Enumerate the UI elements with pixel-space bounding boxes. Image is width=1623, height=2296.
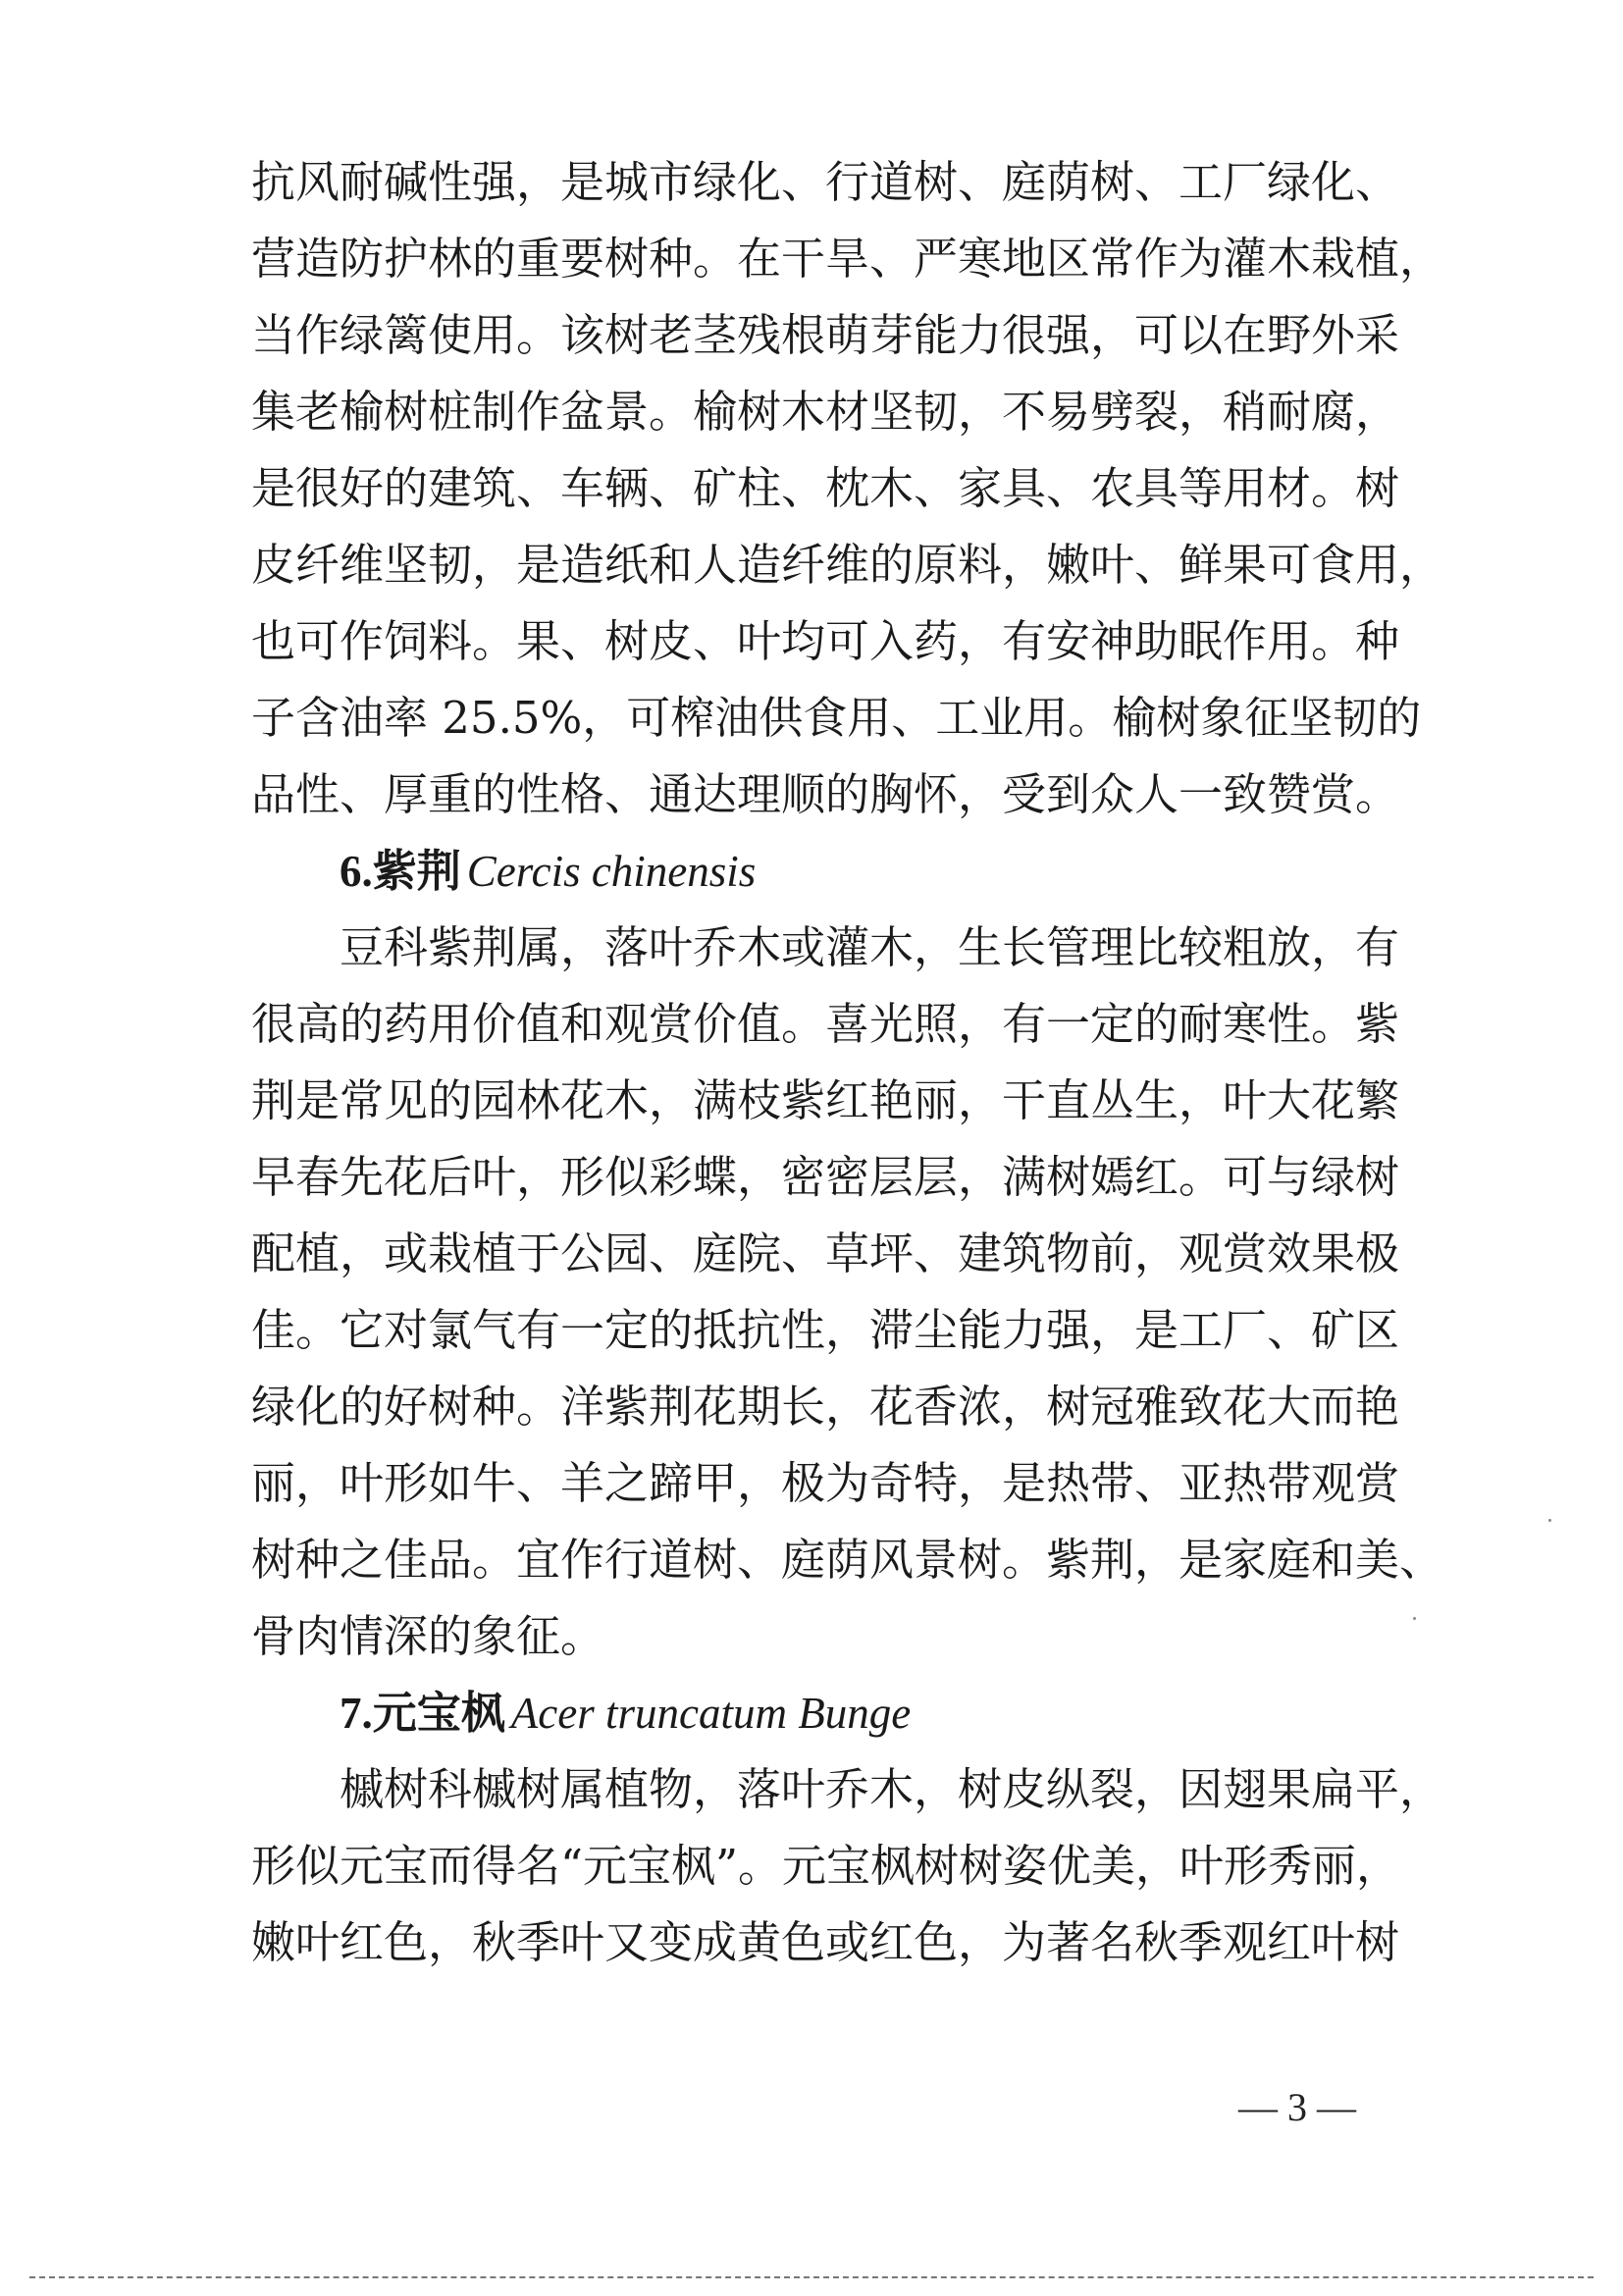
section-name-chinese: 元宝枫 bbox=[372, 1687, 505, 1739]
text-line: 很高的药用价值和观赏价值。喜光照，有一定的耐寒性。紫 bbox=[251, 998, 1400, 1050]
scan-speck bbox=[1413, 1617, 1416, 1620]
section-number: 7. bbox=[340, 1689, 373, 1738]
text-line: 绿化的好树种。洋紫荆花期长，花香浓，树冠雅致花大而艳 bbox=[251, 1381, 1400, 1433]
section-number: 6. bbox=[340, 847, 373, 896]
text-line: 丽，叶形如牛、羊之蹄甲，极为奇特，是热带、亚热带观赏 bbox=[251, 1457, 1400, 1509]
section-name-latin: Cercis chinensis bbox=[466, 847, 757, 896]
text-line: 嫩叶红色，秋季叶又变成黄色或红色，为著名秋季观红叶树 bbox=[251, 1916, 1400, 1968]
text-line: 骨肉情深的象征。 bbox=[251, 1610, 605, 1662]
scan-speck bbox=[1548, 1519, 1551, 1522]
text-line: 树种之佳品。宜作行道树、庭荫风景树。紫荆，是家庭和美、 bbox=[251, 1534, 1444, 1586]
bottom-edge-rule bbox=[29, 2276, 1594, 2278]
text-line: 早春先花后叶，形似彩蝶，密密层层，满树嫣红。可与绿树 bbox=[251, 1151, 1400, 1203]
text-line: 营造防护林的重要树种。在干旱、严寒地区常作为灌木栽植， bbox=[251, 233, 1444, 285]
text-line: 品性、厚重的性格、通达理顺的胸怀，受到众人一致赞赏。 bbox=[251, 768, 1400, 820]
text-line: 当作绿篱使用。该树老茎残根萌芽能力很强，可以在野外采 bbox=[251, 309, 1400, 361]
page-number: — 3 — bbox=[1238, 2085, 1356, 2129]
section-name-chinese: 紫荆 bbox=[372, 845, 461, 897]
text-line: 也可作饲料。果、树皮、叶均可入药，有安神助眠作用。种 bbox=[251, 615, 1400, 667]
text-line: 子含油率 25.5%，可榨油供食用、工业用。榆树象征坚韧的 bbox=[251, 692, 1422, 744]
text-line: 集老榆树桩制作盆景。榆树木材坚韧，不易劈裂，稍耐腐， bbox=[251, 386, 1400, 438]
text-line: 抗风耐碱性强，是城市绿化、行道树、庭荫树、工厂绿化、 bbox=[251, 156, 1400, 208]
text-line: 槭树科槭树属植物，落叶乔木，树皮纵裂，因翅果扁平， bbox=[340, 1763, 1444, 1815]
text-line: 皮纤维坚韧，是造纸和人造纤维的原料，嫩叶、鲜果可食用， bbox=[251, 539, 1444, 591]
text-line: 佳。它对氯气有一定的抵抗性，滞尘能力强，是工厂、矿区 bbox=[251, 1304, 1400, 1356]
text-line: 豆科紫荆属，落叶乔木或灌木，生长管理比较粗放，有 bbox=[340, 921, 1400, 973]
section-name-latin: Acer truncatum Bunge bbox=[510, 1689, 912, 1738]
text-line: 形似元宝而得名“元宝枫”。元宝枫树树姿优美，叶形秀丽， bbox=[251, 1840, 1401, 1892]
text-line: 荆是常见的园林花木，满枝紫红艳丽，干直丛生，叶大花繁 bbox=[251, 1074, 1400, 1126]
text-line: 配植，或栽植于公园、庭院、草坪、建筑物前，观赏效果极 bbox=[251, 1227, 1400, 1279]
text-line: 是很好的建筑、车辆、矿柱、枕木、家具、农具等用材。树 bbox=[251, 462, 1400, 514]
section-heading-shantung-maple bbox=[340, 1675, 911, 1751]
section-heading-redbud bbox=[340, 833, 756, 910]
